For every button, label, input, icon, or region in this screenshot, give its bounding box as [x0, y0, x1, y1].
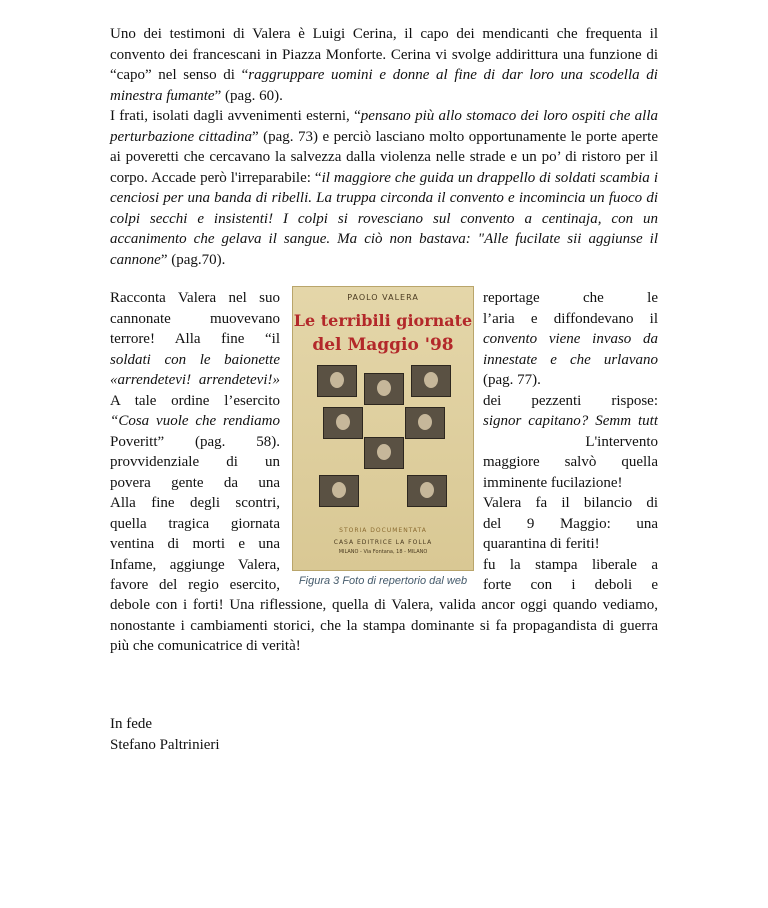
text-run: ” (pag. 73) e perciò lasciano molto opportunamente le porte aperte ai poveretti che cercavano la salvezza dalla violenza nelle strade e un po’ di ristoro per il corpo. Accade però l'irreparabile: “: [110, 128, 658, 186]
left-line: A tale ordine l’esercito: [110, 392, 280, 409]
left-line: Alla fine degli scontri,: [110, 495, 280, 511]
portrait-photo: [364, 373, 404, 405]
book-publisher: CASA EDITRICE LA FOLLA: [333, 539, 433, 546]
italic-quote: il maggiore che guida un drappello di soldati scambia i cenciosi per una banda di ribelli. La truppa circonda il convento e incomincia un fuoco di colpi secchi e insistenti! I colpi si rovesciano sul convento a centinaja, con un accanimento che gelava il sangue. Ma ciò non bastava: "Alle fucilate sii aggiunse il cannone: [110, 169, 658, 268]
italic-quote: raggruppare uomini e donne al fine di dar loro una scodella di minestra fumante: [110, 67, 658, 104]
portrait-photo: [407, 475, 447, 507]
left-line: quella tragica giornata: [110, 515, 280, 532]
right-line: l’aria e diffondevano il: [483, 310, 658, 327]
right-line: quarantina di feriti!: [483, 536, 600, 552]
left-line: cannonate muovevano: [110, 310, 280, 327]
paragraph-cerina: [110, 24, 658, 106]
right-line: convento viene invaso da: [483, 331, 658, 347]
left-line: «arrendetevi! arrendetevi!»: [110, 372, 280, 388]
book-subtitle: STORIA DOCUMENTATA: [339, 527, 427, 534]
text-run: I frati, isolati dagli avvenimenti esterni, “: [110, 108, 361, 124]
right-line: L'intervento: [585, 433, 658, 450]
right-line: dei pezzenti rispose:: [483, 392, 658, 409]
left-text-column: [110, 288, 280, 596]
right-line: innestate e che urlavano: [483, 351, 658, 368]
left-line: povera gente da una: [110, 474, 280, 491]
right-line: fu la stampa liberale a: [483, 556, 658, 573]
italic-quote: pensano più allo stomaco dei loro ospiti che alla perturbazione cittadina: [110, 108, 659, 145]
book-address: MILANO - Via Fontana, 18 - MILANO: [338, 549, 428, 555]
portrait-photo: [411, 365, 451, 397]
left-line: Poveritt” (pag. 58).: [110, 433, 280, 450]
portrait-photo: [317, 365, 357, 397]
portrait-photos: [311, 365, 455, 515]
book-title-line1: Le terribili giornate: [293, 311, 473, 330]
right-line: (pag. 77).: [483, 372, 541, 388]
left-line: ventina di morti e una: [110, 536, 280, 552]
right-text-column: [483, 288, 658, 596]
portrait-photo: [323, 407, 363, 439]
book-cover-image: [292, 286, 474, 571]
signature-name: Stefano Paltrinieri: [110, 737, 220, 753]
right-line: Valera fa il bilancio di: [483, 495, 658, 511]
book-title-line2: del Maggio '98: [312, 335, 454, 355]
portrait-photo: [405, 407, 445, 439]
right-line: forte con i deboli e: [483, 577, 658, 593]
book-cover-figure: [292, 286, 474, 587]
right-line: del 9 Maggio: una: [483, 515, 658, 532]
left-line: Racconta Valera nel suo: [110, 290, 280, 306]
portrait-photo: [364, 437, 404, 469]
left-line: terrore! Alla fine “il: [110, 331, 280, 347]
right-line: signor capitano? Semm tutt: [483, 413, 658, 429]
paragraph-riflessione: debole con i forti! Una riflessione, quella di Valera, valida ancor oggi quando vediamo, nonostante i cambiamenti storici, che la stampa dominante si fa propagandista di guerra più che comunicatrice di verità!: [110, 597, 658, 654]
book-author: PAOLO VALERA: [347, 293, 419, 302]
right-line: maggiore salvò quella: [483, 454, 658, 470]
text-run: Uno dei testimoni di Valera è Luigi Cerina, il capo dei mendicanti che frequenta il convento dei francescani in Piazza Monforte. Cerina vi svolge addirittura una funzione di “capo” nel senso di “: [110, 26, 658, 83]
signature-closing: In fede: [110, 716, 153, 732]
left-line: soldati con le baionette: [110, 351, 280, 368]
right-line: imminente fucilazione!: [483, 474, 623, 491]
portrait-photo: [319, 475, 359, 507]
paragraph-frati: [110, 106, 658, 270]
left-line: Infame, aggiunge Valera,: [110, 556, 280, 573]
text-run: ” (pag. 60).: [214, 87, 283, 104]
left-line: favore del regio esercito,: [110, 577, 280, 593]
figure-caption: Figura 3 Foto di repertorio dal web: [298, 575, 468, 587]
text-run: ” (pag.70).: [160, 251, 226, 268]
left-line: provvidenziale di un: [110, 454, 280, 470]
left-line: “Cosa vuole che rendiamo: [110, 413, 280, 429]
right-line: reportage che le: [483, 290, 658, 306]
